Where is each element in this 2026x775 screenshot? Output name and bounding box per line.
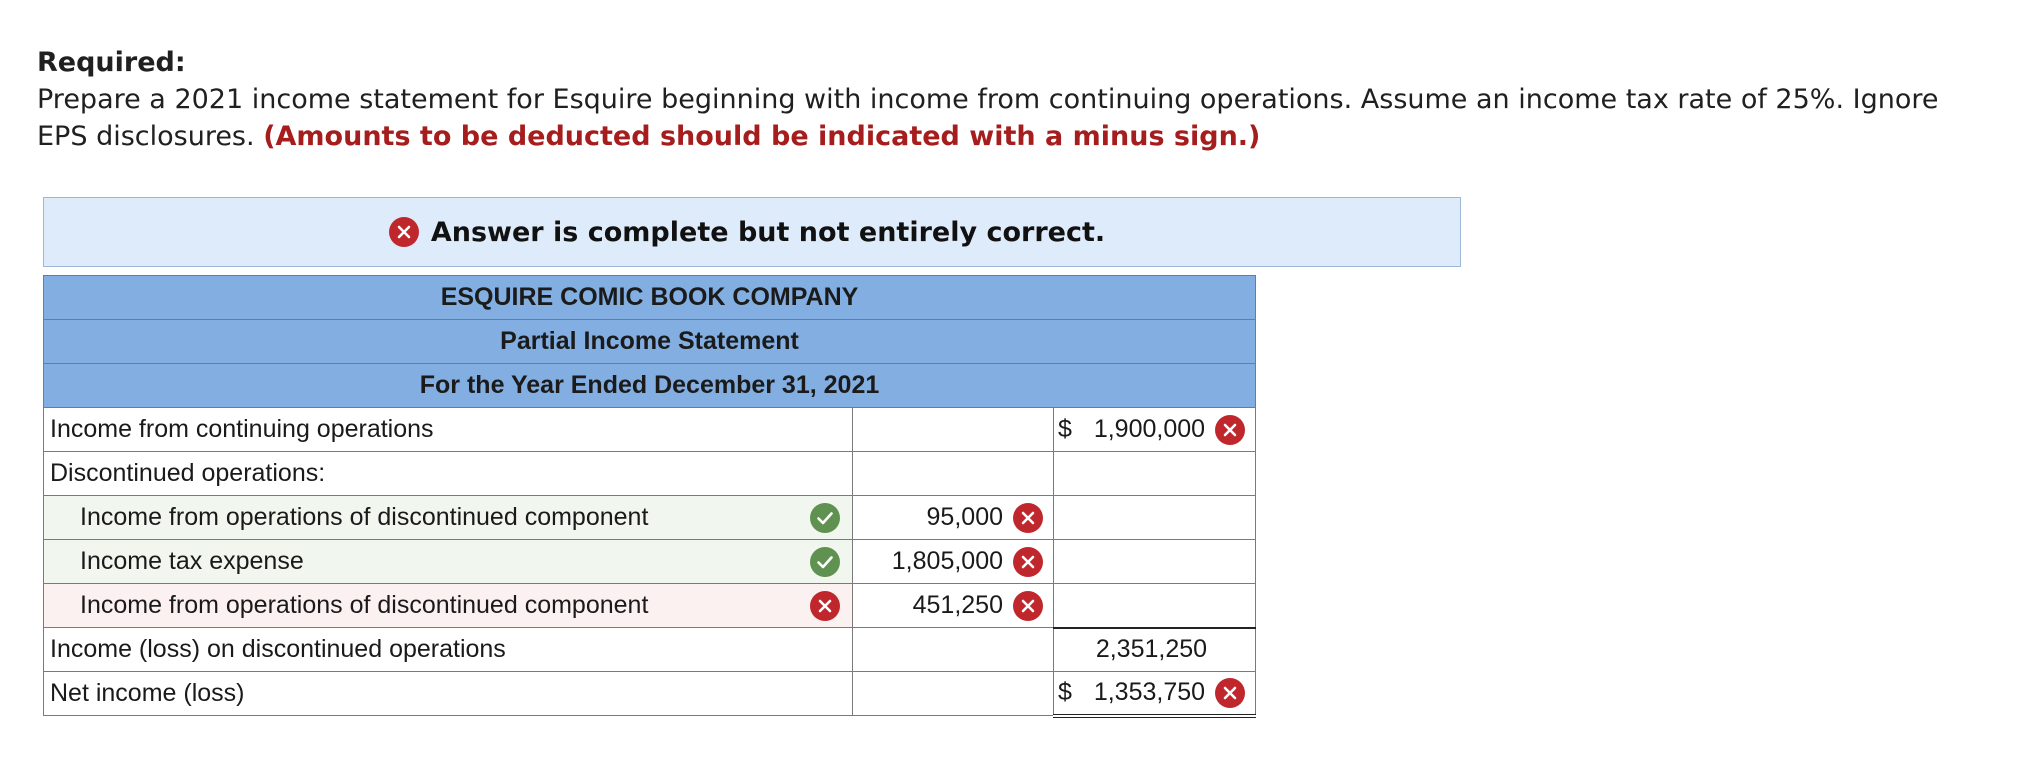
amount-cell-col2[interactable] — [1054, 672, 1256, 716]
income-statement-table — [43, 275, 1256, 718]
row-label-text: Net income (loss) — [50, 679, 245, 707]
amount-cell-col2[interactable] — [1054, 628, 1256, 672]
amount-value: 1,353,750 — [1093, 678, 1206, 707]
table-row — [44, 496, 1256, 540]
row-label[interactable] — [44, 408, 853, 452]
statement-header-title-row — [44, 320, 1256, 364]
amount-cell-col2[interactable] — [1054, 496, 1256, 540]
answer-status-text: Answer is complete but not entirely correct. — [430, 216, 1106, 248]
amount-cell-col2[interactable] — [1054, 540, 1256, 584]
amount-cell-col1[interactable] — [853, 584, 1054, 628]
instruction-text: Prepare a 2021 income statement for Esquire beginning with income from continuing operations. Assume an income tax rate of 25%. Ignore EPS disclosures. — [37, 84, 1939, 152]
amount-value: 1,805,000 — [891, 547, 1003, 575]
table-row — [44, 628, 1256, 672]
amount-value: 2,351,250 — [1095, 635, 1208, 664]
amount-cell-col1 — [853, 672, 1054, 716]
amount-cell-col2 — [1054, 452, 1256, 496]
row-label-text: Income (loss) on discontinued operations — [50, 635, 506, 663]
amount-cell-col2[interactable] — [1054, 584, 1256, 628]
row-label[interactable] — [44, 584, 853, 628]
row-label-text: Income tax expense — [80, 547, 304, 575]
x-circle-icon — [389, 217, 419, 247]
table-row — [44, 408, 1256, 452]
row-label[interactable] — [44, 672, 853, 716]
row-label[interactable] — [44, 540, 853, 584]
row-label — [44, 628, 853, 672]
table-row — [44, 452, 1256, 496]
amount-value: 1,900,000 — [1093, 415, 1206, 443]
table-row — [44, 584, 1256, 628]
x-circle-icon — [1013, 591, 1043, 621]
check-circle-icon — [810, 547, 840, 577]
statement-header-period-row — [44, 364, 1256, 408]
answer-status-banner — [43, 197, 1461, 267]
amount-cell-col1 — [853, 628, 1054, 672]
amount-cell-col1[interactable] — [853, 540, 1054, 584]
row-label[interactable] — [44, 496, 853, 540]
x-circle-icon — [1013, 547, 1043, 577]
currency-symbol: $ — [1058, 415, 1072, 443]
table-row — [44, 540, 1256, 584]
amount-cell-col1[interactable] — [853, 408, 1054, 452]
required-heading: Required: — [37, 47, 186, 78]
x-circle-icon — [1215, 678, 1245, 708]
x-circle-icon — [1013, 503, 1043, 533]
statement-period: For the Year Ended December 31, 2021 — [44, 364, 1256, 408]
amount-cell-col2[interactable] — [1054, 408, 1256, 452]
amount-cell-col1 — [853, 452, 1054, 496]
statement-title: Partial Income Statement — [44, 320, 1256, 364]
row-label-text: Income from operations of discontinued component — [80, 591, 649, 619]
table-row — [44, 672, 1256, 716]
amount-cell-col1[interactable] — [853, 496, 1054, 540]
instruction-emphasis: (Amounts to be deducted should be indicated with a minus sign.) — [263, 121, 1261, 152]
required-section — [37, 44, 1997, 155]
row-label-text: Discontinued operations: — [50, 459, 326, 487]
amount-value: 451,250 — [912, 591, 1003, 619]
company-name: ESQUIRE COMIC BOOK COMPANY — [44, 276, 1256, 320]
x-circle-icon — [1215, 415, 1245, 445]
check-circle-icon — [810, 503, 840, 533]
row-label-text: Income from operations of discontinued component — [80, 503, 649, 531]
amount-value: 95,000 — [926, 503, 1003, 531]
row-label-text: Income from continuing operations — [50, 415, 434, 443]
statement-header-company-row — [44, 276, 1256, 320]
currency-symbol: $ — [1058, 678, 1072, 707]
row-label — [44, 452, 853, 496]
x-circle-icon — [810, 591, 840, 621]
